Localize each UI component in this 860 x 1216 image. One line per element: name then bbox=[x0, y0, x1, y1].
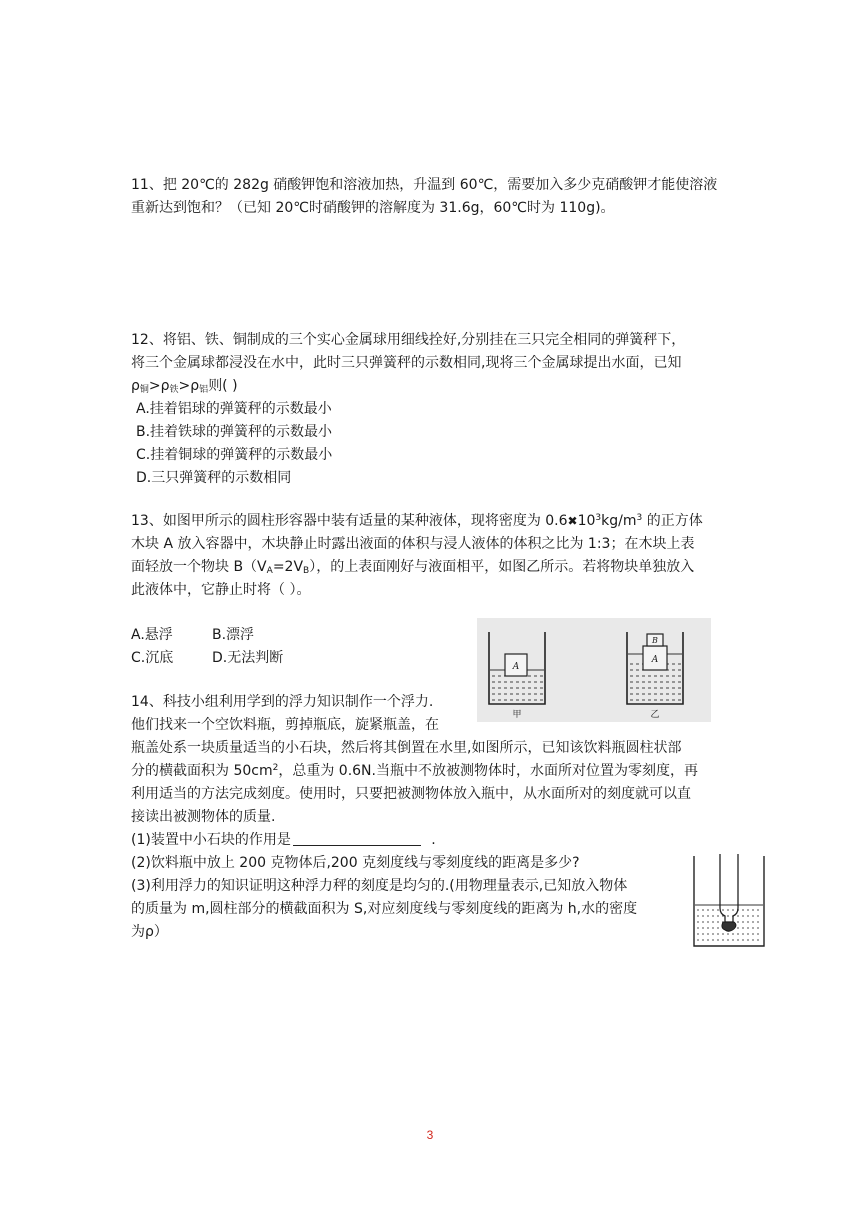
q14-line-2: 他们找来一个空饮料瓶，剪掉瓶底，旋紧瓶盖，在 bbox=[131, 717, 439, 733]
q14-sub-1: (1)装置中小石块的作用是 . bbox=[131, 832, 436, 848]
q14-line-3: 瓶盖处系一块质量适当的小石块，然后将其倒置在水里,如图所示，已知该饮料瓶圆柱状部 bbox=[131, 740, 682, 756]
q14-sub-3-line-2: 的质量为 m,圆柱部分的横截面积为 S,对应刻度线与零刻度线的距离为 h,水的密度 bbox=[131, 901, 638, 917]
q13-label-jia: 甲 bbox=[512, 710, 522, 720]
svg-text:A: A bbox=[651, 655, 659, 665]
q14-sub-3-line-1: (3)利用浮力的知识证明这种浮力秤的刻度是均匀的.(用物理量表示,已知放入物体 bbox=[131, 878, 628, 894]
q13-option-d: D.无法判断 bbox=[212, 650, 284, 666]
answer-blank bbox=[293, 831, 421, 846]
q14-line-5: 利用适当的方法完成刻度。使用时，只要把被测物体放入瓶中，从水面所对的刻度就可以直 bbox=[131, 786, 691, 802]
q12-line-1: 12、将铝、铁、铜制成的三个实心金属球用细线拴好,分别挂在三只完全相同的弹簧秤下， bbox=[131, 332, 686, 348]
page-number: 3 bbox=[426, 1128, 434, 1142]
q13-option-c: C.沉底 bbox=[131, 650, 174, 666]
q13-option-a: A.悬浮 bbox=[131, 627, 173, 643]
svg-text:A: A bbox=[512, 662, 520, 672]
q13-figure bbox=[477, 618, 711, 722]
q13-line-4: 此液体中，它静止时将（ ）。 bbox=[131, 582, 311, 598]
q14-line-6: 接读出被测物体的质量. bbox=[131, 809, 276, 825]
q12-density-order: $\rho_铜>\rho_铁>\rho_铝$则( ) bbox=[131, 378, 238, 395]
q11-line-1: 11、把 20℃的 282g 硝酸钾饱和溶液加热，升温到 60℃，需要加入多少克硝酸钾才能使溶液 bbox=[131, 177, 718, 193]
q13-option-b: B.漂浮 bbox=[212, 627, 255, 643]
q14-sub-2: (2)饮料瓶中放上 200 克物体后,200 克刻度线与零刻度线的距离是多少? bbox=[131, 855, 580, 871]
q14-line-4: 分的横截面积为 $50cm^2$，总重为 0.6N.当瓶中不放被测物体时，水面所对位置为零刻度，再 bbox=[131, 763, 698, 779]
q14-line-1: 14、科技小组利用学到的浮力知识制作一个浮力. bbox=[131, 694, 434, 710]
svg-text:B: B bbox=[652, 636, 658, 645]
q13-line-2: 木块 A 放入容器中，木块静止时露出液面的体积与浸人液体的体积之比为 1:3；在木块上表 bbox=[131, 536, 695, 552]
q12-option-b: B.挂着铁球的弹簧秤的示数最小 bbox=[136, 424, 333, 440]
q14-figure bbox=[690, 850, 770, 950]
q12-option-d: D.三只弹簧秤的示数相同 bbox=[136, 470, 292, 486]
q13-line-1: 13、如图甲所示的圆柱形容器中装有适量的某种液体，现将密度为 $0.6✖10^3kg/m^3$ 的正方体 bbox=[131, 513, 703, 529]
q14-sub-3-line-3: 为ρ） bbox=[131, 924, 168, 940]
q13-line-3: 面轻放一个物块 $B(V_A=2V_B)$，的上表面刚好与液面相平，如图乙所示。若将物块单独放入 bbox=[131, 559, 695, 576]
q11-line-2: 重新达到饱和？（已知 20℃时硝酸钾的溶解度为 31.6g，60℃时为 110g)。 bbox=[131, 200, 615, 216]
q12-option-c: C.挂着铜球的弹簧秤的示数最小 bbox=[136, 447, 333, 463]
q12-line-2: 将三个金属球都浸没在水中，此时三只弹簧秤的示数相同,现将三个金属球提出水面，已知 bbox=[131, 355, 682, 371]
q12-option-a: A.挂着铝球的弹簧秤的示数最小 bbox=[136, 401, 332, 417]
q13-label-yi: 乙 bbox=[650, 710, 660, 720]
